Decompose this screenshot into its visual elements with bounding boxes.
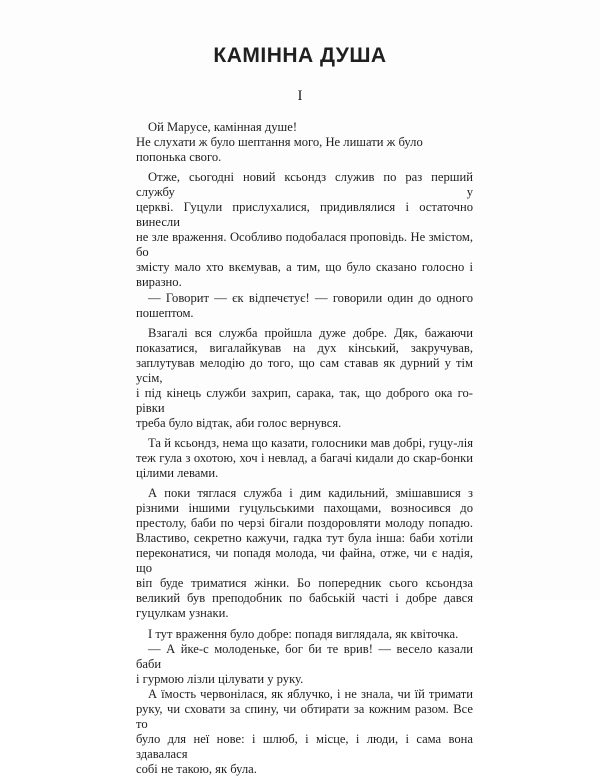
text-line: не зле враження. Особливо подобалася проповідь. Не змістом, бо <box>136 230 473 260</box>
text-line: гуцулкам узнаки. <box>136 606 229 621</box>
text-line: Ой Марусе, камінная душе! <box>148 120 298 134</box>
text-line: теж гула з охотою, хоч і невлад, а багачі кидали до скар-бонки <box>136 450 473 465</box>
text-line: великий був преподобник по бабській часті і добре дався <box>136 591 473 606</box>
text-line: заплутував мелодію до того, що сам ставав як дурний у тім усім, <box>136 355 473 385</box>
text-line: різними іншими гуцульськими пахощами, возносився до <box>136 501 473 516</box>
text-line: виразно. <box>136 275 182 290</box>
text-line: Не слухати ж було шептання мого, Не лишати ж було <box>136 135 423 150</box>
text-line: Та й ксьондз, нема що казати, голосники мав добрі, гуцу-лія <box>148 435 473 450</box>
text-line: треба було відтак, аби голос вернувся. <box>136 415 342 430</box>
chapter-number: І <box>297 88 303 104</box>
text-line: було для неї нове: і шлюб, і місце, і люди, і сама вона здавалася <box>136 731 473 761</box>
text-line: церкві. Гуцули прислухалися, придивлялися і остаточно винесли <box>136 200 473 230</box>
text-line: А їмость червонілася, як яблучко, і не знала, чи їй тримати <box>148 686 473 701</box>
page-title: КАМІННА ДУША <box>213 44 387 67</box>
text-line: змісту мало хто вкємував, а тим, що було сказано голосно і <box>136 260 473 275</box>
text-line: — А йке-с молоденьке, бог би те врив! — весело казали баби <box>136 641 473 671</box>
text-line: собі не такою, як була. <box>136 761 257 776</box>
text-line: Отже, сьогодні новий ксьондз служив по раз перший службу у <box>136 170 473 200</box>
text-line: А поки тяглася служба і дим кадильний, змішавшися з <box>148 486 473 501</box>
text-line: і гурмою лізли цілувати у руку. <box>136 671 304 686</box>
text-line: переконатися, чи попадя молода, чи файна, отже, чи є надія, що <box>136 546 473 576</box>
text-line: показатися, вигалайкував на дух кінський, закручував, <box>136 340 473 355</box>
text-line: віп буде триматися жінки. Бо попередник сього ксьондза <box>136 576 473 591</box>
text-line: Властиво, секретно кажучи, гадка тут була інша: баби хотіли <box>136 531 473 546</box>
text-line: — Говорит — єк відпечєтує! — говорили один до одного <box>148 290 473 305</box>
text-line: попонька свого. <box>136 150 222 165</box>
text-line: Взагалі вся служба пройшла дуже добре. Дяк, бажаючи <box>148 325 473 340</box>
text-line: руку, чи сховати за спину, чи обтирати за кожним разом. Все то <box>136 701 473 731</box>
text-line: пошептом. <box>136 305 194 320</box>
text-line: і під кінець служби захрип, сарака, так, що доброго ока го-рівки <box>136 385 473 415</box>
text-line: престолу, баби по черзі бігали поздоровляти молоду попадю. <box>136 516 473 531</box>
text-line: цілими левами. <box>136 466 219 481</box>
body-text <box>136 120 473 777</box>
text-line: І тут враження було добре: попадя виглядала, як квіточка. <box>148 626 459 641</box>
